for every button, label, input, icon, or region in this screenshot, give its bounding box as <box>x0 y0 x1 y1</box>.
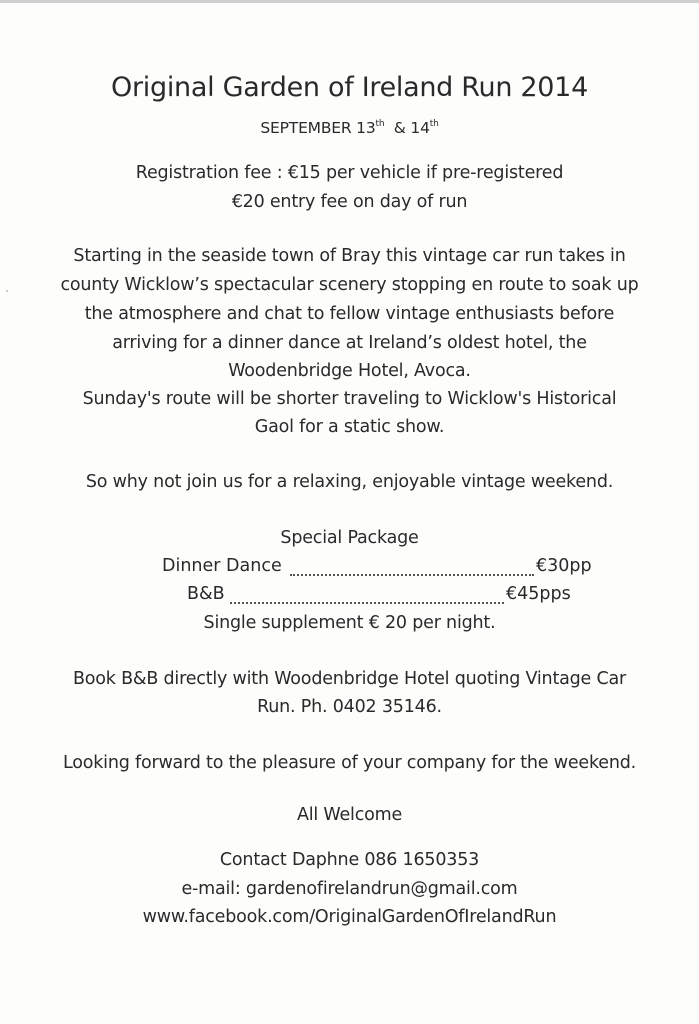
date-second-suffix: th <box>429 119 439 129</box>
registration-fee: Registration fee : €15 per vehicle if pre-registered <box>135 163 564 183</box>
package-item-price: €45pps <box>506 584 571 604</box>
event-dates <box>0 119 699 137</box>
contact-facebook: www.facebook.com/OriginalGardenOfIrelandRun <box>142 907 557 927</box>
page-title: Original Garden of Ireland Run 2014 <box>111 72 588 103</box>
entry-fee: €20 entry fee on day of run <box>231 192 468 212</box>
single-supplement: Single supplement € 20 per night. <box>203 613 496 633</box>
description-line: Woodenbridge Hotel, Avoca. <box>228 361 471 381</box>
dot-leader <box>290 574 534 576</box>
description-line: the atmosphere and chat to fellow vintage enthusiasts before <box>84 304 615 324</box>
package-item-label: Dinner Dance <box>162 556 282 576</box>
package-item-bb <box>0 584 699 608</box>
dot-leader <box>230 602 504 604</box>
contact-name-phone: Contact Daphne 086 1650353 <box>219 850 480 870</box>
contact-email: e-mail: gardenofirelandrun@gmail.com <box>181 879 518 899</box>
booking-line: Book B&B directly with Woodenbridge Hotel quoting Vintage Car <box>72 669 627 689</box>
description-line: county Wicklow’s spectacular scenery stopping en route to soak up <box>60 275 639 295</box>
description-line: Gaol for a static show. <box>254 417 445 437</box>
package-heading: Special Package <box>280 528 419 548</box>
package-item-label: B&B <box>187 584 225 604</box>
date-second: & 14 <box>393 119 430 137</box>
date-first-suffix: th <box>375 119 385 129</box>
description-line: Sunday's route will be shorter traveling to Wicklow's Historical <box>82 389 617 409</box>
package-item-dinner-dance <box>0 556 699 580</box>
closing-message: Looking forward to the pleasure of your company for the weekend. <box>62 753 637 773</box>
booking-phone: Run. Ph. 0402 35146. <box>257 697 442 717</box>
package-item-price: €30pp <box>536 556 592 576</box>
description-line: arriving for a dinner dance at Ireland’s oldest hotel, the <box>112 333 587 353</box>
scan-top-edge <box>0 0 699 3</box>
date-first: SEPTEMBER 13 <box>260 119 376 137</box>
description-line: Starting in the seaside town of Bray this vintage car run takes in <box>73 246 626 266</box>
invitation-text: So why not join us for a relaxing, enjoyable vintage weekend. <box>85 472 614 492</box>
all-welcome: All Welcome <box>296 805 403 825</box>
